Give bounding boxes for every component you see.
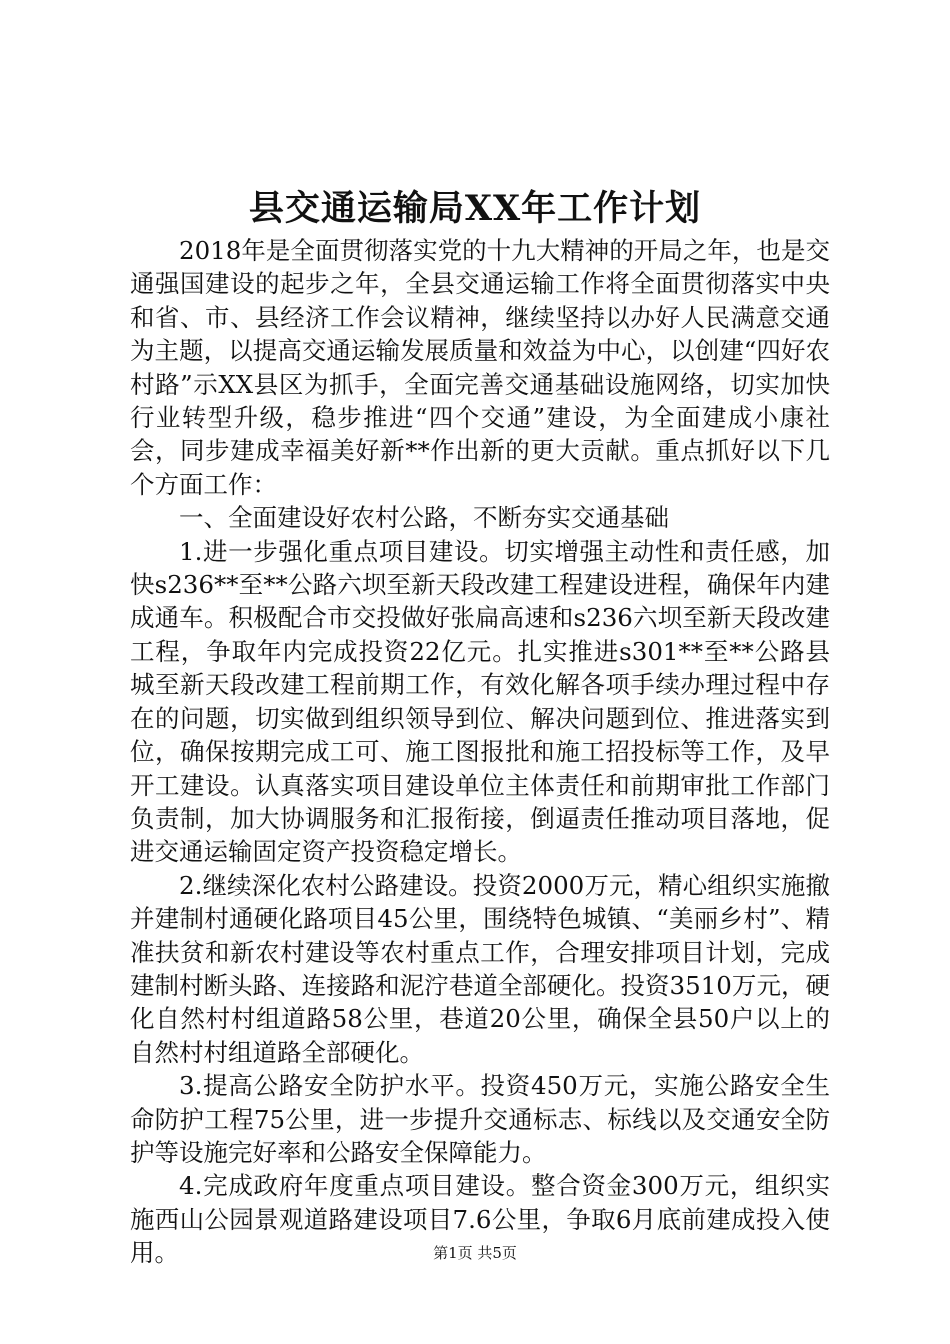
paragraph-item-3: 3.提高公路安全防护水平。投资450万元，实施公路安全生命防护工程75公里，进一步提升交通标志、标线以及交通安全防护等设施完好率和公路安全保障能力。: [130, 1071, 830, 1167]
paragraph-item-4: 4.完成政府年度重点项目建设。整合资金300万元，组织实施西山公园景观道路建设项目7.6公里，争取6月底前建成投入使用。: [130, 1171, 830, 1268]
page-number-footer: 第1页 共5页: [433, 1244, 517, 1262]
paragraph-item-2: 2.继续深化农村公路建设。投资2000万元，精心组织实施撤并建制村通硬化路项目45公里，围绕特色城镇、“美丽乡村”、精准扶贫和新农村建设等农村重点工作，合理安排项目计划，完成建制村断头路、连接路和泥泞巷道全部硬化。投资3510万元，硬化自然村村组道路58公里，巷道20公里，确保全县50户以上的自然村村组道路全部硬化。: [130, 870, 830, 1067]
document-body: [130, 234, 830, 1270]
paragraph-intro: 2018年是全面贯彻落实党的十九大精神的开局之年，也是交通强国建设的起步之年，全县交通运输工作将全面贯彻落实中央和省、市、县经济工作会议精神，继续坚持以办好人民满意交通为主题，以提高交通运输发展质量和效益为中心，以创建“四好农村路”示XX县区为抓手，全面完善交通基础设施网络，切实加快行业转型升级，稳步推进“四个交通”建设，为全面建成小康社会，同步建成幸福美好新**作出新的更大贡献。重点抓好以下几个方面工作：: [130, 236, 830, 499]
paragraph-item-1: 1.进一步强化重点项目建设。切实增强主动性和责任感，加快s236**至**公路六坝至新天段改建工程建设进程，确保年内建成通车。积极配合市交投做好张扁高速和s236六坝至新天段改建工程，争取年内完成投资22亿元。扎实推进s301**至**公路县城至新天段改建工程前期工作，有效化解各项手续办理过程中存在的问题，切实做到组织领导到位、解决问题到位、推进落实到位，确保按期完成工可、施工图报批和施工招投标等工作，及早开工建设。认真落实项目建设单位主体责任和前期审批工作部门负责制，加大协调服务和汇报衔接，倒逼责任推动项目落地，促进交通运输固定资产投资稳定增长。: [130, 536, 830, 867]
document-title: 县交通运输局XX年工作计划: [248, 188, 702, 229]
section-heading-1: 一、全面建设好农村公路，不断夯实交通基础: [179, 503, 669, 533]
